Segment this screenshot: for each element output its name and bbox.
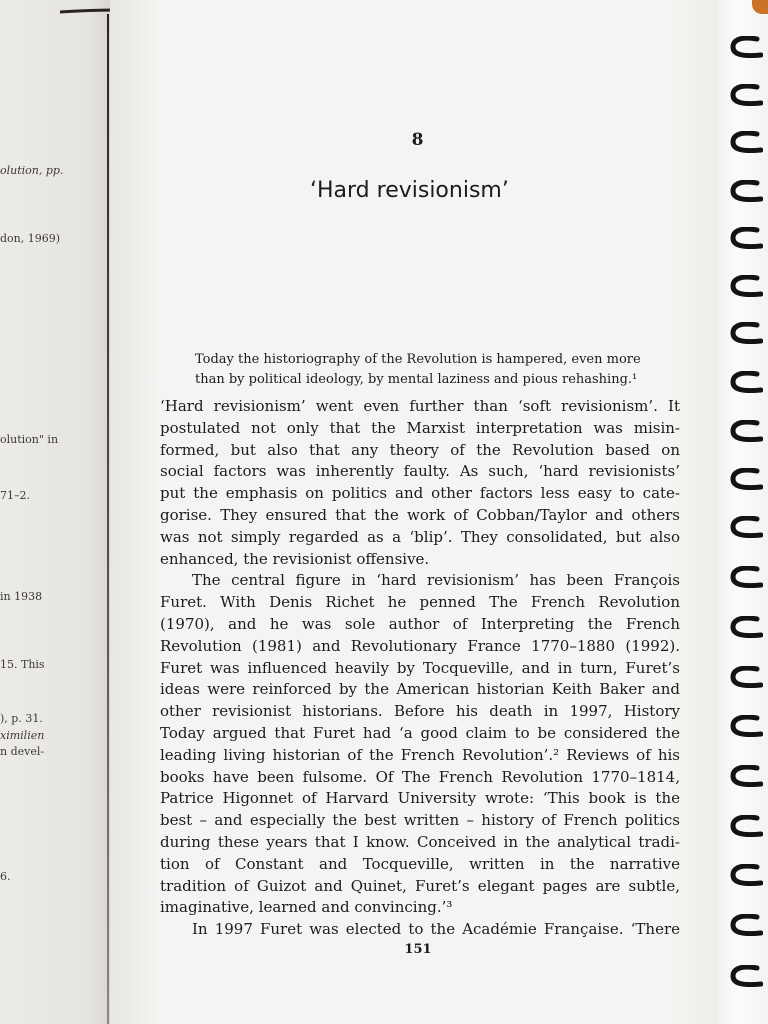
body-line: tradition of Guizot and Quinet, Furet’s elegant pages are subtle, xyxy=(160,876,680,895)
left-page-note: 6. xyxy=(0,870,11,883)
spiral-coil xyxy=(727,371,763,393)
body-line: The central figure in ‘hard revisionism’ has been François xyxy=(192,571,680,590)
body-line: postulated not only that the Marxist interpretation was misin- xyxy=(160,418,680,437)
spiral-coil xyxy=(727,420,763,442)
spiral-coil xyxy=(727,275,763,297)
body-line: leading living historian of the French Revolution’.² Reviews of his xyxy=(160,745,680,764)
spiral-coil xyxy=(727,914,763,936)
left-page-note: 15. This xyxy=(0,658,45,671)
spiral-coil xyxy=(727,180,763,202)
body-line: Furet. With Denis Richet he penned The French Revolution xyxy=(160,593,680,612)
right-page xyxy=(110,0,726,1024)
body-line: best – and especially the best written – history of French politics xyxy=(160,811,680,830)
spiral-coil xyxy=(727,566,763,588)
spiral-coil xyxy=(727,666,763,688)
body-line: formed, but also that any theory of the Revolution based on xyxy=(160,440,680,459)
spiral-coil xyxy=(727,468,763,490)
spiral-coil xyxy=(727,516,763,538)
body-line: social factors was inherently faulty. As such, ‘hard revisionists’ xyxy=(160,462,680,481)
left-page-note: 71–2. xyxy=(0,489,30,502)
spiral-coil xyxy=(727,965,763,987)
body-line: books have been fulsome. Of The French Revolution 1770–1814, xyxy=(160,767,680,786)
spiral-coil xyxy=(727,715,763,737)
page-gutter xyxy=(107,14,109,1024)
body-line: other revisionist historians. Before his death in 1997, History xyxy=(160,702,680,721)
body-line: enhanced, the revisionist offensive. xyxy=(160,549,430,568)
body-line: during these years that I know. Conceived in the analytical tradi- xyxy=(160,832,680,851)
epigraph xyxy=(195,350,675,390)
body-line: Today argued that Furet had ‘a good claim to be considered the xyxy=(160,723,680,742)
left-page-note: olution, pp. xyxy=(0,164,64,177)
spiral-coil xyxy=(727,84,763,106)
body-line: tion of Constant and Tocqueville, written in the narrative xyxy=(160,854,680,873)
body-line: Revolution (1981) and Revolutionary France 1770–1880 (1992). xyxy=(160,636,680,655)
body-line: put the emphasis on politics and other factors less easy to cate- xyxy=(160,484,680,503)
left-page-note: ), p. 31. xyxy=(0,712,43,725)
body-line: Furet was influenced heavily by Tocqueville, and in turn, Furet’s xyxy=(160,658,680,677)
spiral-coil xyxy=(727,616,763,638)
body-line: was not simply regarded as a ‘blip’. They consolidated, but also xyxy=(160,527,680,546)
body-line: In 1997 Furet was elected to the Académie Française. ‘There xyxy=(192,920,680,939)
body-text xyxy=(160,396,680,941)
page-number: 151 xyxy=(404,942,432,957)
left-page-note: in 1938 xyxy=(0,590,43,603)
left-page-note: n devel- xyxy=(0,745,45,758)
left-page-note: don, 1969) xyxy=(0,232,61,245)
chapter-title: ‘Hard revisionism’ xyxy=(310,178,509,203)
spiral-coil xyxy=(727,765,763,787)
epigraph-line: Today the historiography of the Revolution is hampered, even more xyxy=(195,352,641,367)
body-line: imaginative, learned and convincing.’³ xyxy=(160,898,453,917)
spiral-coil xyxy=(727,864,763,886)
body-line: Patrice Higonnet of Harvard University wrote: ‘This book is the xyxy=(160,789,680,808)
spiral-coil xyxy=(727,227,763,249)
spiral-coil xyxy=(727,36,763,58)
spiral-coil xyxy=(727,322,763,344)
left-page-note: ximilien xyxy=(0,729,45,742)
left-page-note: olution" in xyxy=(0,433,59,446)
chapter-number: 8 xyxy=(411,130,425,150)
spiral-coil xyxy=(727,131,763,153)
left-page xyxy=(0,0,110,1024)
body-line: ideas were reinforced by the American historian Keith Baker and xyxy=(160,680,680,699)
body-line: ‘Hard revisionism’ went even further than ‘soft revisionism’. It xyxy=(160,397,680,415)
body-line: gorise. They ensured that the work of Cobban/Taylor and others xyxy=(160,505,680,524)
epigraph-line: than by political ideology, by mental laziness and pious rehashing.¹ xyxy=(195,372,638,387)
spiral-coil xyxy=(727,815,763,837)
body-line: (1970), and he was sole author of Interpreting the French xyxy=(160,614,680,633)
